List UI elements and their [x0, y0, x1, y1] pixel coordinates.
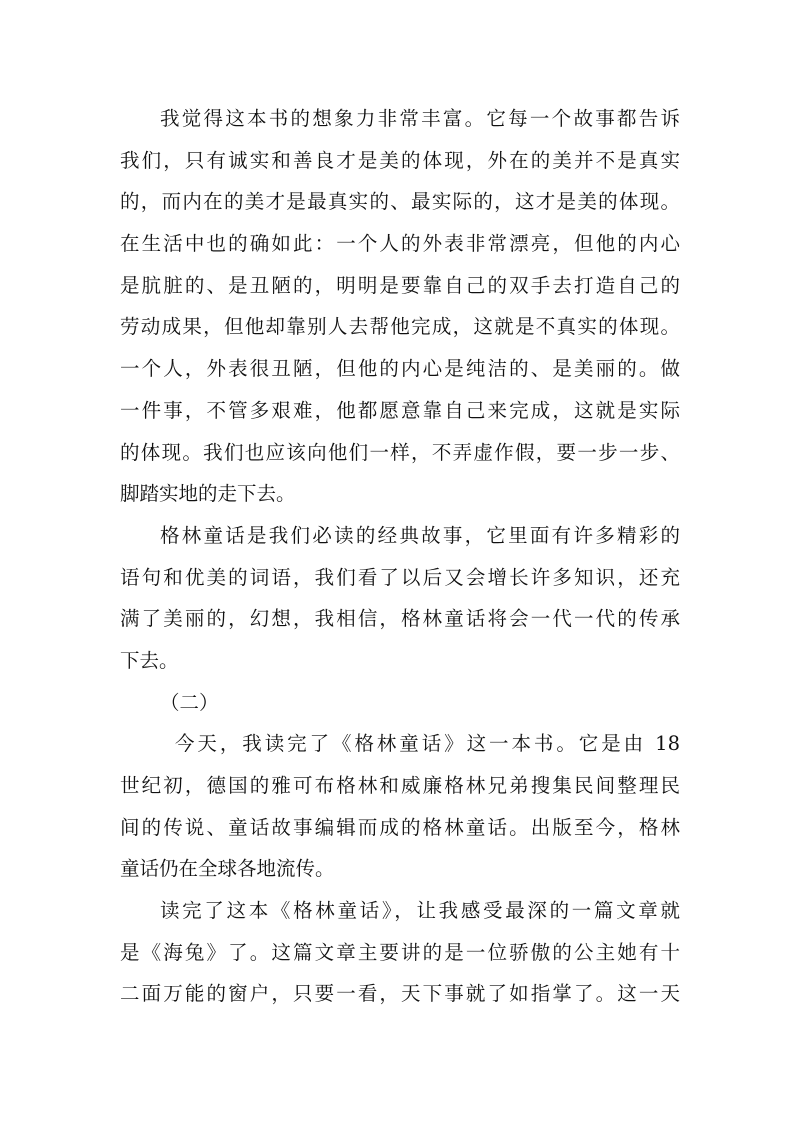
text-line: 格林童话是我们必读的经典故事，它里面有许多精彩的 [160, 523, 680, 547]
text-line: 劳动成果，但他却靠别人去帮他完成，这就是不真实的体现。 [120, 315, 680, 339]
text-line: 今天，我读完了《格林童话》这一本书。它是由 18 [175, 732, 680, 756]
paragraph-4 [120, 723, 680, 890]
section-number: （二） [160, 690, 219, 714]
text-line: 一个人，外表很丑陋，但他的内心是纯洁的、是美丽的。做 [120, 357, 680, 381]
text-line: 语句和优美的词语，我们看了以后又会增长许多知识，还充 [120, 565, 680, 589]
text-line: 二面万能的窗户，只要一看，天下事就了如指掌了。这一天 [120, 982, 680, 1006]
text-line: 脚踏实地的走下去。 [120, 482, 296, 506]
paragraph-2 [120, 515, 680, 682]
text-line: 我们，只有诚实和善良才是美的体现，外在的美并不是真实 [120, 148, 680, 172]
paragraph-5 [120, 890, 680, 1015]
text-line: 在生活中也的确如此：一个人的外表非常漂亮，但他的内心 [120, 232, 680, 256]
document-body [120, 98, 680, 1015]
text-line: 是肮脏的、是丑陋的，明明是要靠自己的双手去打造自己的 [120, 273, 680, 297]
text-line: 的体现。我们也应该向他们一样，不弄虚作假，要一步一步、 [120, 440, 680, 464]
text-line: 间的传说、童话故事编辑而成的格林童话。出版至今，格林 [120, 815, 680, 839]
text-line: 读完了这本《格林童话》，让我感受最深的一篇文章就 [160, 899, 680, 923]
text-line: 世纪初，德国的雅可布格林和威廉格林兄弟搜集民间整理民 [120, 774, 680, 797]
text-line: 满了美丽的，幻想，我相信，格林童话将会一代一代的传承 [120, 607, 680, 631]
text-line: 下去。 [120, 648, 179, 672]
text-line: 是《海兔》了。这篇文章主要讲的是一位骄傲的公主她有十 [120, 940, 680, 964]
text-line: 童话仍在全球各地流传。 [120, 857, 335, 881]
text-line: 我觉得这本书的想象力非常丰富。它每一个故事都告诉 [160, 107, 680, 130]
text-line: 一件事，不管多艰难，他都愿意靠自己来完成，这就是实际 [120, 398, 680, 422]
section-heading [120, 682, 680, 724]
paragraph-1 [120, 98, 680, 515]
text-line: 的，而内在的美才是最真实的、最实际的，这才是美的体现。 [120, 190, 680, 214]
